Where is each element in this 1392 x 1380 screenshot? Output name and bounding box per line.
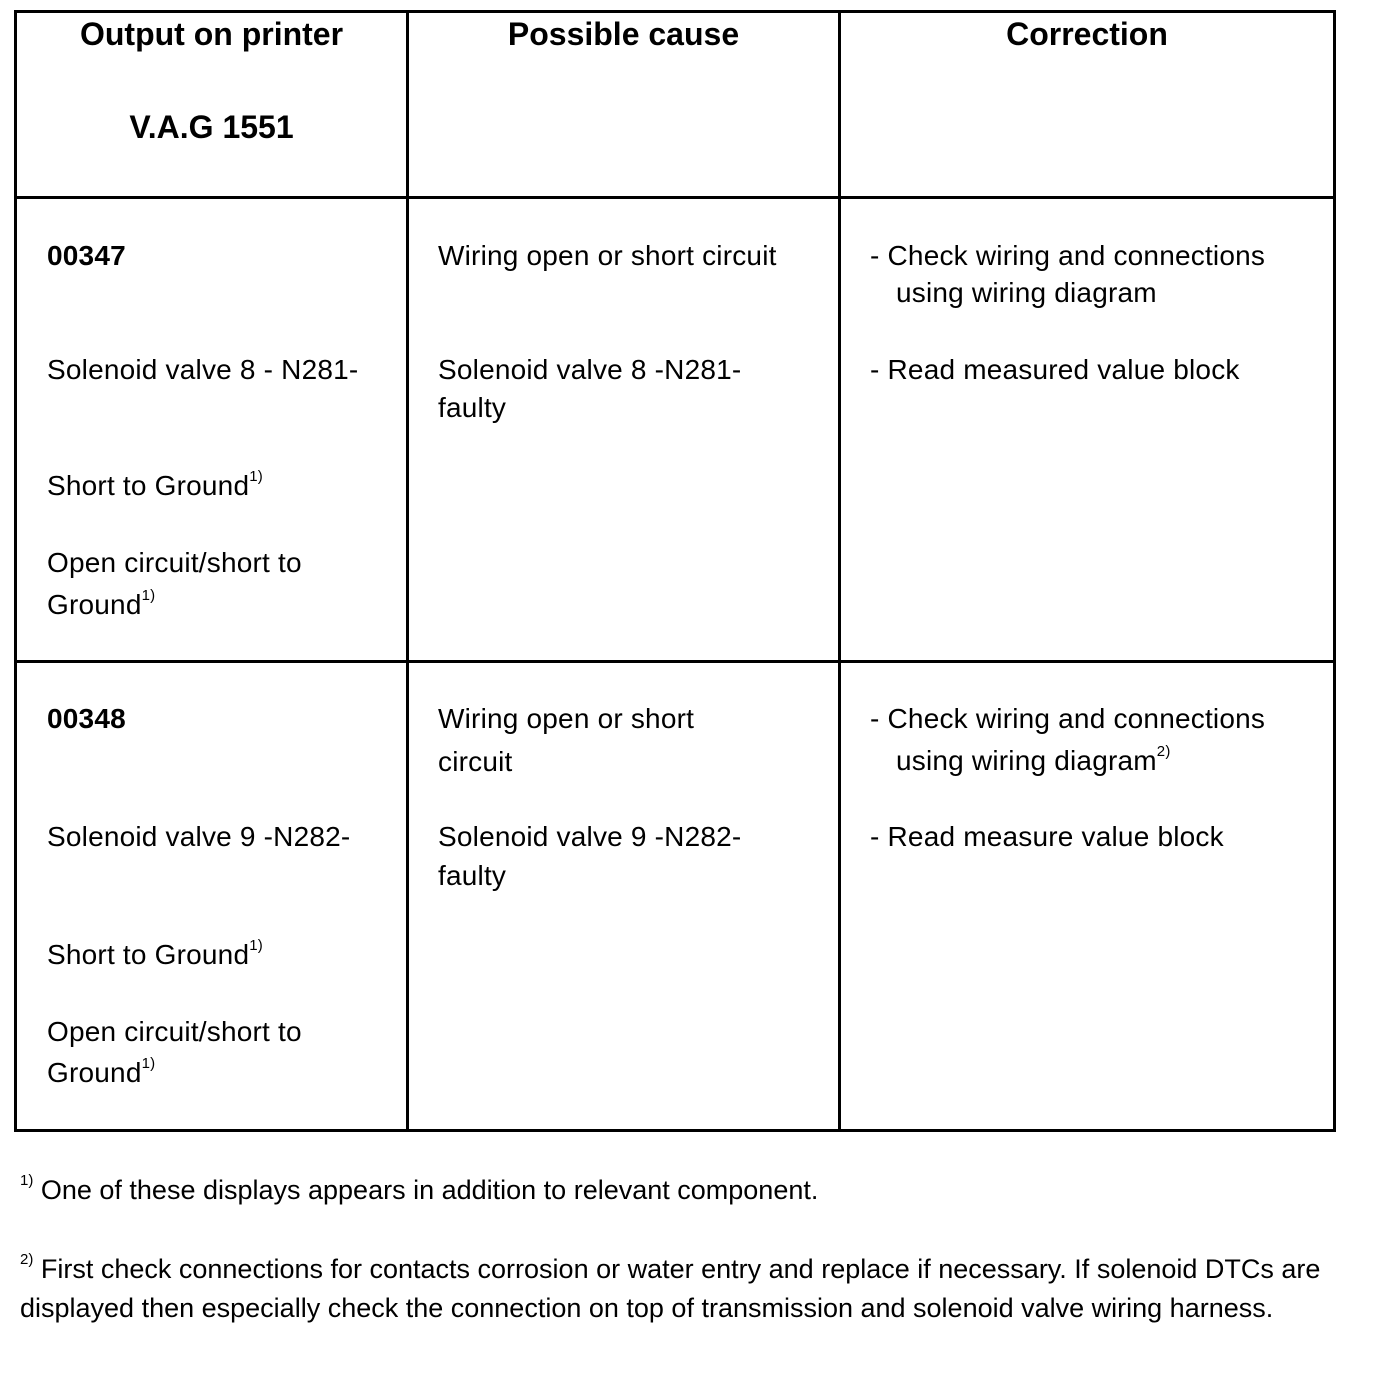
table-border-right (1333, 10, 1336, 1132)
row-divider (14, 660, 1336, 663)
footnote-text: First check connections for contacts corrosion or water entry and replace if necessary. If solenoid DTCs are displayed then especially check the connection on top of transmission and solenoid valve wiring harness. (20, 1254, 1321, 1323)
footnote-ref: 1) (141, 1055, 156, 1072)
table-border-bottom (14, 1129, 1336, 1132)
fault-type (47, 466, 263, 506)
column-divider-1 (406, 10, 409, 1132)
table-border-left (14, 10, 17, 1132)
footnote-ref: 1) (249, 468, 263, 485)
correction: - Check wiring and connections (870, 240, 1266, 271)
component: Solenoid valve 8 - N281- (47, 354, 359, 385)
fault-type (47, 935, 263, 975)
footnote-text: One of these displays appears in addition to relevant component. (40, 1175, 819, 1205)
footnote-1 (20, 1171, 1370, 1210)
fault-type-cont (47, 585, 155, 625)
correction: - Read measure value block (870, 821, 1224, 852)
possible-cause: Wiring open or short (438, 703, 695, 734)
fault-code: 00348 (47, 703, 126, 734)
possible-cause: Solenoid valve 9 -N282- (438, 821, 742, 852)
footnote-mark: 2) (20, 1251, 34, 1268)
fault-type: Open circuit/short to (47, 1016, 302, 1047)
fault-text: Ground (47, 1057, 142, 1088)
footnote-2 (20, 1250, 1370, 1328)
table-border-top (14, 10, 1336, 13)
fault-type-cont (47, 1053, 155, 1093)
column-divider-2 (838, 10, 841, 1132)
correction: - Read measured value block (870, 354, 1240, 385)
correction-cont: using wiring diagram (896, 277, 1157, 308)
possible-cause-cont: circuit (438, 746, 513, 777)
possible-cause: Wiring open or short circuit (438, 240, 777, 271)
header-possible-cause: Possible cause (507, 16, 740, 52)
footnote-ref: 1) (141, 587, 156, 604)
possible-cause: Solenoid valve 8 -N281- (438, 354, 742, 385)
possible-cause-cont: faulty (438, 392, 507, 423)
footnote-mark: 1) (20, 1172, 34, 1189)
fault-text: Short to Ground (47, 939, 250, 970)
fault-code: 00347 (47, 240, 126, 271)
possible-cause-cont: faulty (438, 860, 507, 891)
header-output-on-printer: Output on printer (79, 16, 344, 52)
fault-text: Ground (47, 589, 142, 620)
correction-cont (896, 741, 1171, 781)
footnote-ref: 2) (1156, 743, 1171, 760)
fault-text: Short to Ground (47, 470, 250, 501)
correction-text: using wiring diagram (896, 745, 1157, 776)
header-divider (14, 196, 1336, 199)
header-vag-1551: V.A.G 1551 (129, 109, 294, 145)
component: Solenoid valve 9 -N282- (47, 821, 351, 852)
fault-type: Open circuit/short to (47, 547, 302, 578)
footnote-ref: 1) (249, 937, 263, 954)
correction: - Check wiring and connections (870, 703, 1266, 734)
header-correction: Correction (1006, 16, 1168, 52)
